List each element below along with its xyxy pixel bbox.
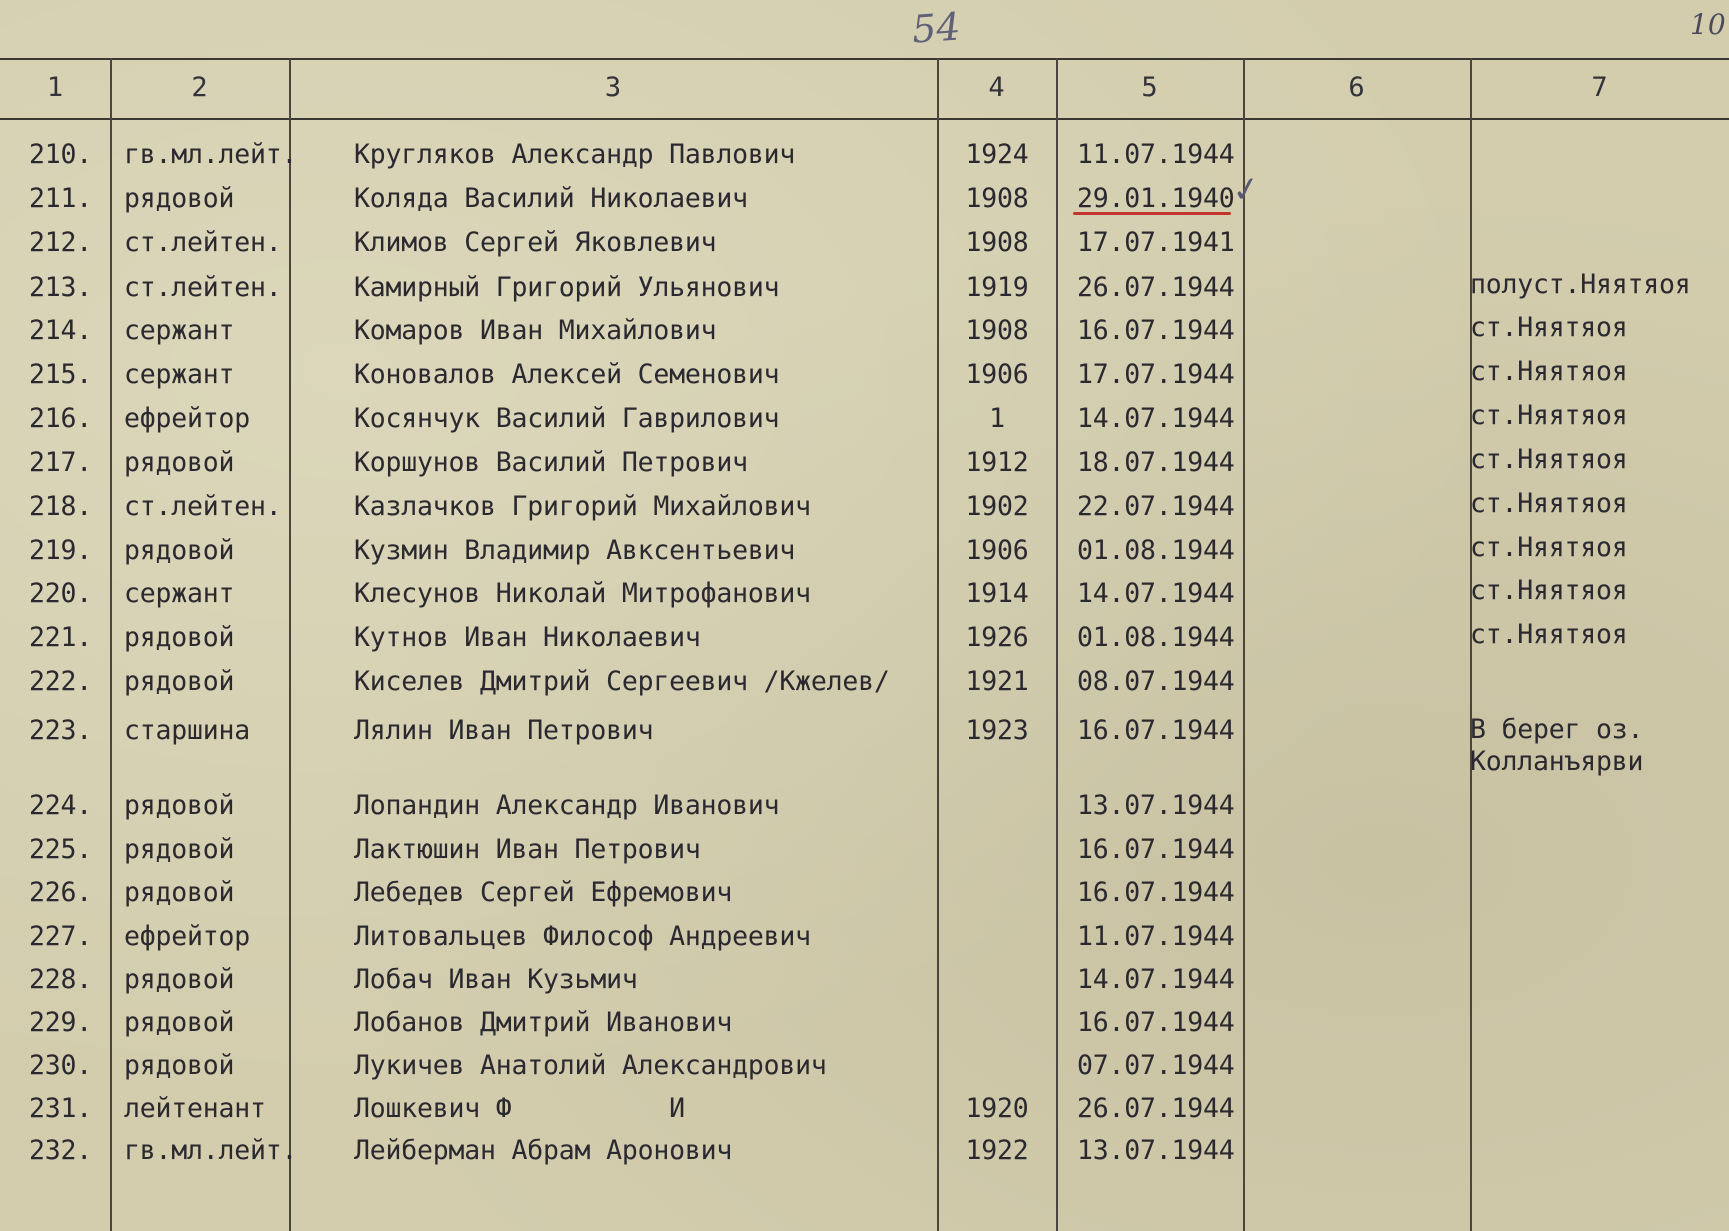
name-cell: Климов Сергей Яковлевич bbox=[354, 227, 717, 258]
name-cell: Лопандин Александр Иванович bbox=[354, 790, 780, 821]
rank-cell: ст.лейтен. bbox=[124, 491, 282, 522]
name-cell: Комаров Иван Михайлович bbox=[354, 315, 717, 346]
row-number: 227. bbox=[28, 921, 92, 952]
column-header-2: 2 bbox=[191, 72, 208, 103]
row-number: 221. bbox=[28, 622, 92, 653]
rank-cell: ст.лейтен. bbox=[124, 227, 282, 258]
place-cell: ст.Няятяоя bbox=[1470, 400, 1628, 431]
name-cell: Литовальцев Философ Андреевич bbox=[354, 921, 811, 952]
table-row bbox=[0, 1047, 1729, 1085]
date-cell: 14.07.1944 bbox=[1077, 964, 1235, 995]
table-row bbox=[0, 712, 1729, 784]
birth-year-cell: 1924 bbox=[965, 139, 1029, 170]
rank-cell: сержант bbox=[124, 578, 235, 609]
table-row bbox=[0, 787, 1729, 825]
birth-year-cell: 1920 bbox=[965, 1093, 1029, 1124]
rank-cell: сержант bbox=[124, 359, 235, 390]
name-cell: Кутнов Иван Николаевич bbox=[354, 622, 701, 653]
birth-year-cell: 1914 bbox=[965, 578, 1029, 609]
table-row bbox=[0, 488, 1729, 526]
name-cell: Кругляков Александр Павлович bbox=[354, 139, 796, 170]
row-number: 225. bbox=[28, 834, 92, 865]
name-cell: Киселев Дмитрий Сергеевич /Кжелев/ bbox=[354, 666, 890, 697]
birth-year-cell: 1921 bbox=[965, 666, 1029, 697]
date-cell: 17.07.1941 bbox=[1077, 227, 1235, 258]
rank-cell: ефрейтор bbox=[124, 403, 251, 434]
rank-cell: сержант bbox=[124, 315, 235, 346]
row-number: 214. bbox=[28, 315, 92, 346]
name-cell: Кузмин Владимир Авксентьевич bbox=[354, 535, 796, 566]
place-cell: ст.Няятяоя bbox=[1470, 444, 1628, 475]
place-cell: ст.Няятяоя bbox=[1470, 575, 1628, 606]
table-row bbox=[0, 575, 1729, 613]
birth-year-cell: 1902 bbox=[965, 491, 1029, 522]
date-cell: 16.07.1944 bbox=[1077, 315, 1235, 346]
name-cell: Лошкевич Ф И bbox=[354, 1093, 685, 1124]
name-cell: Казлачков Григорий Михайлович bbox=[354, 491, 811, 522]
name-cell: Коляда Василий Николаевич bbox=[354, 183, 748, 214]
name-cell: Лебедев Сергей Ефремович bbox=[354, 877, 733, 908]
date-cell: 22.07.1944 bbox=[1077, 491, 1235, 522]
date-cell: 13.07.1944 bbox=[1077, 790, 1235, 821]
rank-cell: гв.мл.лейт. bbox=[124, 1135, 298, 1166]
row-number: 212. bbox=[28, 227, 92, 258]
rank-cell: рядовой bbox=[124, 447, 235, 478]
date-cell: 18.07.1944 bbox=[1077, 447, 1235, 478]
birth-year-cell: 1906 bbox=[965, 359, 1029, 390]
row-number: 217. bbox=[28, 447, 92, 478]
date-cell: 11.07.1944 bbox=[1077, 139, 1235, 170]
row-number: 232. bbox=[28, 1135, 92, 1166]
birth-year-cell: 1908 bbox=[965, 315, 1029, 346]
row-number: 213. bbox=[28, 272, 92, 303]
row-number: 210. bbox=[28, 139, 92, 170]
date-cell: 01.08.1944 bbox=[1077, 622, 1235, 653]
name-cell: Коновалов Алексей Семенович bbox=[354, 359, 780, 390]
date-cell: 16.07.1944 bbox=[1077, 877, 1235, 908]
name-cell: Камирный Григорий Ульянович bbox=[354, 272, 780, 303]
name-cell: Лобач Иван Кузьмич bbox=[354, 964, 638, 995]
row-number: 231. bbox=[28, 1093, 92, 1124]
table-row bbox=[0, 532, 1729, 570]
column-header-7: 7 bbox=[1591, 72, 1608, 103]
column-header-3: 3 bbox=[604, 72, 622, 103]
rank-cell: рядовой bbox=[124, 877, 235, 908]
date-cell: 07.07.1944 bbox=[1077, 1050, 1235, 1081]
name-cell: Клесунов Николай Митрофанович bbox=[354, 578, 811, 609]
birth-year-cell: 1908 bbox=[965, 227, 1029, 258]
birth-year-cell: 1922 bbox=[965, 1135, 1029, 1166]
date-cell: 16.07.1944 bbox=[1077, 1007, 1235, 1038]
rank-cell: гв.мл.лейт. bbox=[124, 139, 298, 170]
name-cell: Косянчук Василий Гаврилович bbox=[354, 403, 780, 434]
row-number: 229. bbox=[28, 1007, 92, 1038]
rank-cell: рядовой bbox=[124, 622, 235, 653]
place-cell: ст.Няятяоя bbox=[1470, 356, 1628, 387]
checkmark-icon: ✓ bbox=[1228, 167, 1264, 213]
name-cell: Лейберман Абрам Аронович bbox=[354, 1135, 733, 1166]
row-number: 230. bbox=[28, 1050, 92, 1081]
rank-cell: ст.лейтен. bbox=[124, 272, 282, 303]
birth-year-cell: 1919 bbox=[965, 272, 1029, 303]
rank-cell: рядовой bbox=[124, 666, 235, 697]
table-row bbox=[0, 1004, 1729, 1042]
table-row bbox=[0, 619, 1729, 657]
row-number: 216. bbox=[28, 403, 92, 434]
row-number: 222. bbox=[28, 666, 92, 697]
date-cell: 08.07.1944 bbox=[1077, 666, 1235, 697]
name-cell: Лактюшин Иван Петрович bbox=[354, 834, 701, 865]
name-cell: Лукичев Анатолий Александрович bbox=[354, 1050, 827, 1081]
rank-cell: рядовой bbox=[124, 790, 235, 821]
birth-year-cell: 1926 bbox=[965, 622, 1029, 653]
row-number: 215. bbox=[28, 359, 92, 390]
place-cell: ст.Няятяоя bbox=[1470, 488, 1628, 519]
row-number: 223. bbox=[28, 715, 92, 746]
table-row bbox=[0, 356, 1729, 394]
row-number: 220. bbox=[28, 578, 92, 609]
date-cell: 26.07.1944 bbox=[1077, 1093, 1235, 1124]
date-cell: 29.01.1940 bbox=[1077, 183, 1235, 214]
table-row bbox=[0, 312, 1729, 350]
rank-cell: рядовой bbox=[124, 834, 235, 865]
handwritten-page-number: 54 bbox=[910, 4, 962, 52]
name-cell: Лялин Иван Петрович bbox=[354, 715, 654, 746]
table-row bbox=[0, 831, 1729, 869]
table-row bbox=[0, 961, 1729, 999]
rank-cell: рядовой bbox=[124, 183, 235, 214]
row-number: 211. bbox=[28, 183, 92, 214]
rank-cell: рядовой bbox=[124, 964, 235, 995]
column-header-4: 4 bbox=[988, 72, 1005, 103]
place-cell: ст.Няятяоя bbox=[1470, 312, 1628, 343]
date-cell: 17.07.1944 bbox=[1077, 359, 1235, 390]
place-cell: полуст.Няятяоя bbox=[1470, 269, 1691, 300]
birth-year-cell: 1906 bbox=[965, 535, 1029, 566]
date-cell: 16.07.1944 bbox=[1077, 715, 1235, 746]
birth-year-cell: 1923 bbox=[965, 715, 1029, 746]
date-cell: 14.07.1944 bbox=[1077, 578, 1235, 609]
corner-page-number: 10 bbox=[1690, 8, 1726, 41]
table-row bbox=[0, 400, 1729, 438]
rank-cell: старшина bbox=[124, 715, 251, 746]
row-number: 228. bbox=[28, 964, 92, 995]
table-row bbox=[0, 180, 1729, 218]
date-cell: 14.07.1944 bbox=[1077, 403, 1235, 434]
birth-year-cell: 1908 bbox=[965, 183, 1029, 214]
rank-cell: лейтенант bbox=[124, 1093, 266, 1124]
rank-cell: рядовой bbox=[124, 1050, 235, 1081]
table-row bbox=[0, 1132, 1729, 1170]
rank-cell: ефрейтор bbox=[124, 921, 251, 952]
name-cell: Лобанов Дмитрий Иванович bbox=[354, 1007, 733, 1038]
table-row bbox=[0, 918, 1729, 956]
date-cell: 01.08.1944 bbox=[1077, 535, 1235, 566]
table-row bbox=[0, 136, 1729, 174]
place-cell: В берег оз. bbox=[1470, 714, 1644, 745]
table-row bbox=[0, 874, 1729, 912]
table-row bbox=[0, 269, 1729, 307]
date-cell: 13.07.1944 bbox=[1077, 1135, 1235, 1166]
table-row bbox=[0, 224, 1729, 262]
place-cell: ст.Няятяоя bbox=[1470, 619, 1628, 650]
date-cell: 11.07.1944 bbox=[1077, 921, 1235, 952]
place-cell: ст.Няятяоя bbox=[1470, 532, 1628, 563]
row-number: 224. bbox=[28, 790, 92, 821]
date-cell: 26.07.1944 bbox=[1077, 272, 1235, 303]
row-number: 218. bbox=[28, 491, 92, 522]
column-header-1: 1 bbox=[46, 72, 64, 103]
column-header-5: 5 bbox=[1141, 72, 1158, 103]
rank-cell: рядовой bbox=[124, 1007, 235, 1038]
table-row bbox=[0, 1090, 1729, 1128]
rank-cell: рядовой bbox=[124, 535, 235, 566]
column-header-6: 6 bbox=[1348, 72, 1365, 103]
birth-year-cell: 1912 bbox=[965, 447, 1029, 478]
table-row bbox=[0, 444, 1729, 482]
row-number: 219. bbox=[28, 535, 92, 566]
date-cell: 16.07.1944 bbox=[1077, 834, 1235, 865]
row-number: 226. bbox=[28, 877, 92, 908]
birth-year-cell: 1 bbox=[989, 403, 1005, 434]
name-cell: Коршунов Василий Петрович bbox=[354, 447, 748, 478]
table-row bbox=[0, 663, 1729, 701]
place-cell-continuation: Колланъярви bbox=[1470, 746, 1644, 777]
